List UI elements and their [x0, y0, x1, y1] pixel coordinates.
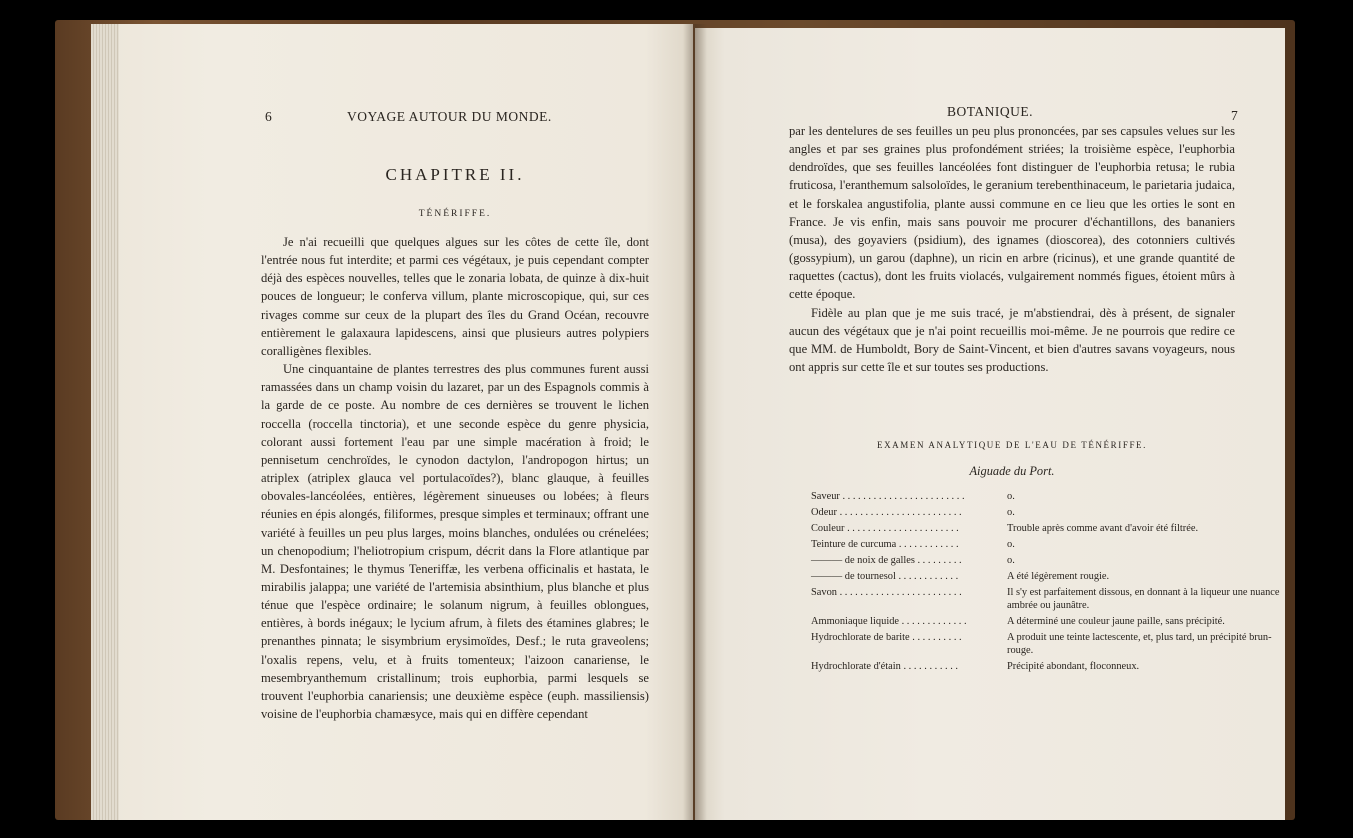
analysis-result: A déterminé une couleur jaune paille, sans précipité. [1007, 616, 1225, 628]
analysis-row [811, 615, 1281, 631]
analysis-row [811, 570, 1281, 586]
open-book [55, 20, 1295, 820]
book-gutter [683, 24, 707, 820]
analysis-row [811, 631, 1281, 660]
right-page-number: 7 [1231, 108, 1238, 123]
left-page [91, 24, 693, 820]
right-page [695, 28, 1285, 820]
right-body-text [789, 122, 1235, 376]
paragraph: Fidèle au plan que je me suis tracé, je m'abstiendrai, dès à présent, de signaler aucun des végétaux que je n'ai point recueillis moi-même. Je ne pourrois que redire ce que MM. de Humboldt, Bory de Saint-Vincent, et bien d'autres savans voyageurs, nous ont appris sur cette île et sur toutes ses productions. [789, 305, 1235, 375]
paragraph: Une cinquantaine de plantes terrestres des plus communes furent aussi ramassées dans un champ voisin du lazaret, par un des Espagnols commis à la garde de ce poste. Au nombre de ces dernières se trouvent le lichen roccella (roccella tinctoria), et une seconde espèce du genre physicia, colorant aussi fortement l'eau par une simple macération à froid; le pennisetum cenchroïdes, le cynodon dactylon, l'andropogon hirtus; un atriplex (atriplex glauca vel portulacoïdes?), blanc glauque, à feuilles obovales-lancéolées, entières, légèrement sinueuses ou lobées; à fleurs réunies en épis alongés, filiformes, presque simples et terminaux; offrant une variété à feuilles un peu plus larges, moins blanches, ondulées ou crénelées; un chenopodium; l'heliotropium crispum, décrit dans la Flore atlantique par M. Desfontaines; le thymus Teneriffæ, les verbena officinalis et hastata, le mirabilis jalappa; une variété de l'artemisia absinthium, plus blanche et plus ténue que l'espèce ordinaire; le solanum nigrum, à feuilles oblongues, entières, à bords inégaux; le lycium afrum, à filets des étamines glabres; le prenanthes pinnata; le sisymbrium erysimoïdes, Desf.; le ruta graveolens; l'oxalis repens, velu, et à fruits tomenteux; l'aizoon canariense, le mesembryanthemum cristallinum; trois euphorbia, parmi lesquels se trouvent l'euphorbia canariensis; une deuxième espèce (euph. massiliensis) voisine de l'euphorbia chamæsyce, mais qui en diffère cependant [261, 362, 649, 722]
section-title: TÉNÉRIFFE. [418, 209, 492, 219]
analysis-title: EXAMEN ANALYTIQUE DE L'EAU DE TÉNÉRIFFE. [876, 440, 1148, 450]
analysis-result: o. [1007, 555, 1015, 566]
analysis-row [811, 506, 1281, 522]
paragraph: Je n'ai recueilli que quelques algues sur les côtes de cette île, dont l'entrée nous fut interdite; et parmi ces végétaux, je puis cependant compter déjà des espèces nouvelles, telles que le zonaria lobata, de quinze à dix-huit pouces de longueur; le conferva villum, plante microscopique, qui, sur ces rivages comme sur ceux de la plupart des îles du Grand Océan, recouvre entièrement le galaxaura lapidescens, ainsi que plusieurs autres polypiers coralligènes flexibles. [261, 235, 649, 358]
analysis-result: o. [1007, 491, 1015, 502]
analysis-result: Précipité abondant, floconneux. [1007, 661, 1140, 673]
analysis-row [811, 522, 1281, 538]
analysis-subtitle: Aiguade du Port. [969, 464, 1055, 478]
left-running-head: VOYAGE AUTOUR DU MONDE. [347, 109, 552, 124]
page-edges [91, 24, 119, 820]
left-body-text [261, 233, 649, 723]
analysis-result: o. [1007, 507, 1015, 518]
analysis-test: Ammoniaque liquide . . . . . . . . . . . . . [811, 616, 967, 628]
analysis-test: ——— de tournesol . . . . . . . . . . . . [811, 571, 959, 582]
left-page-number: 6 [265, 109, 272, 124]
analysis-result: Il s'y est parfaitement dissous, en donnant à la liqueur une nuance ambrée ou jaunâtre. [1007, 587, 1280, 612]
analysis-test: Teinture de curcuma . . . . . . . . . . . . [811, 539, 959, 550]
analysis-result: Trouble après comme avant d'avoir été filtrée. [1007, 523, 1199, 534]
analysis-row [811, 554, 1281, 570]
analysis-test: Hydrochlorate de barite . . . . . . . . . . [811, 632, 962, 644]
right-running-head: BOTANIQUE. [947, 104, 1034, 119]
analysis-row [811, 660, 1281, 676]
analysis-row [811, 586, 1281, 615]
analysis-test: Couleur . . . . . . . . . . . . . . . . . . . . . . [811, 523, 959, 534]
analysis-result: o. [1007, 539, 1015, 550]
analysis-table [811, 490, 1281, 676]
analysis-test: Odeur . . . . . . . . . . . . . . . . . . . . . . . . [811, 507, 962, 518]
analysis-result: A été légèrement rougie. [1007, 571, 1110, 582]
analysis-test: Hydrochlorate d'étain . . . . . . . . . . . [811, 661, 959, 673]
analysis-row [811, 538, 1281, 554]
chapter-title: CHAPITRE II. [385, 165, 525, 184]
analysis-result: A produit une teinte lactescente, et, plus tard, un précipité brun-rouge. [1007, 632, 1272, 657]
analysis-row [811, 490, 1281, 506]
analysis-test: Savon . . . . . . . . . . . . . . . . . . . . . . . . [811, 587, 962, 598]
paragraph: par les dentelures de ses feuilles un peu plus prononcées, par ses capsules velues sur les angles et par ses graines plus profondément striées; la troisième espèce, l'euphorbia dendroïdes, que ses feuilles lancéolées font distinguer de l'euphorbia retusa; le rubia fruticosa, l'eranthemum salsoloïdes, le geranium terebenthinaceum, le parietaria judaica, et le forskalea angustifolia, plante aussi commune en ce lieu que les orties le sont en France. Je vis enfin, mais sans pouvoir me procurer d'échantillons, des bananiers (musa), des goyaviers (psidium), des ignames (dioscorea), des cotonniers cultivés (gossypium), un garou (daphne), un ricin en arbre (ricinus), et une grande quantité de raquettes (cactus), dont les fruits violacés, vulgairement nommés figues, étoient mûrs à cette époque. [789, 124, 1235, 302]
analysis-test: ——— de noix de galles . . . . . . . . . [811, 555, 962, 566]
analysis-test: Saveur . . . . . . . . . . . . . . . . . . . . . . . . [811, 491, 965, 502]
